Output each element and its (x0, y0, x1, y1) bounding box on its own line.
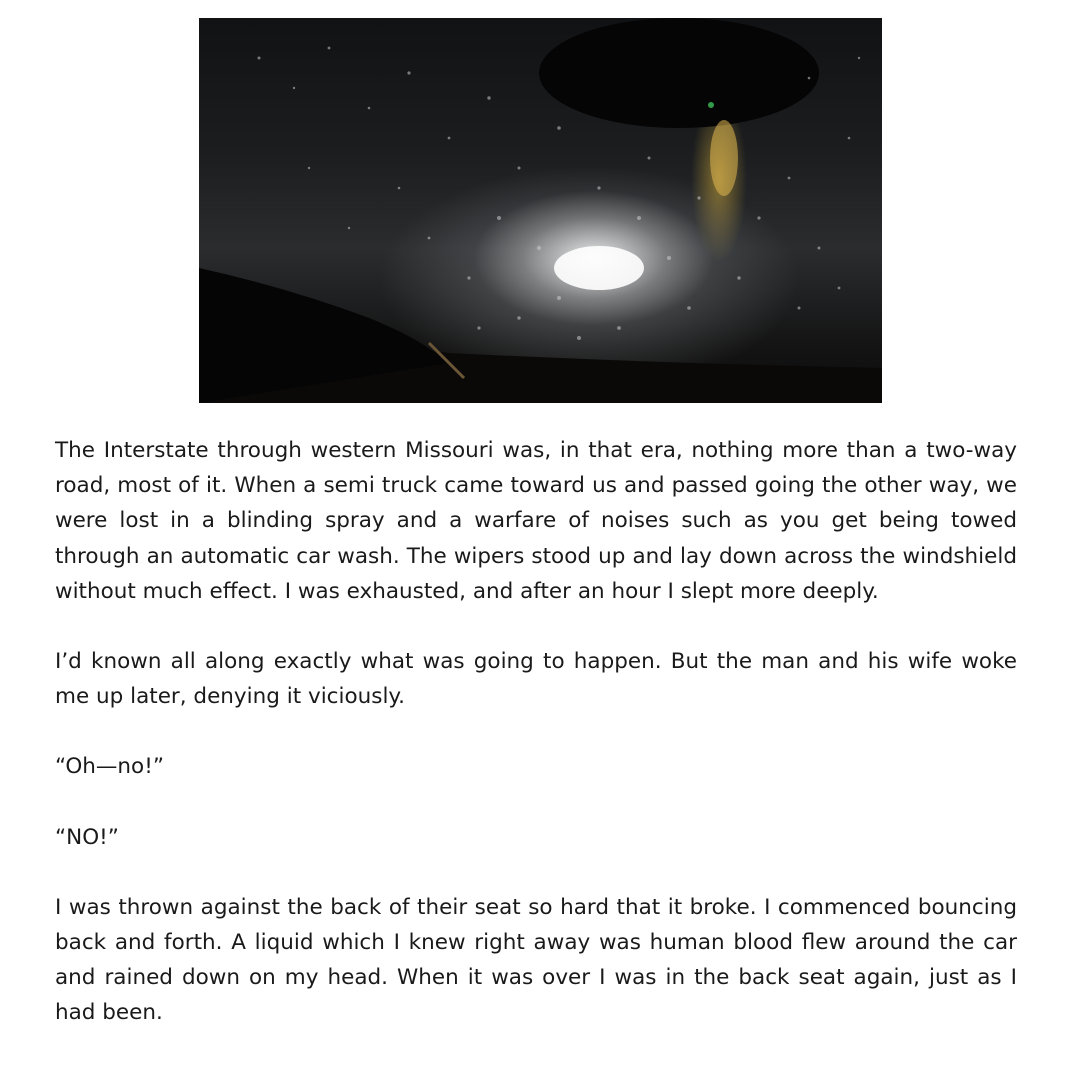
rearview-mirror-shape (539, 18, 819, 128)
green-light-dot (708, 102, 714, 108)
headlight-glow (554, 246, 644, 290)
road-line-glow (710, 120, 738, 196)
paragraph-2: I’d known all along exactly what was going to happen. But the man and his wife woke me up later, denying it viciously. (55, 649, 1017, 710)
paragraph-1: The Interstate through western Missouri was, in that era, nothing more than a two-way road, most of it. When a semi truck came toward us and passed going the other way, we were lost in a blinding spray and a warfare of noises such as you get being towed through an automatic car wash. The wipers stood up and lay down across the windshield without much effect. I was exhausted, and after an hour I slept more deeply. (55, 438, 1017, 604)
windshield-photo (199, 18, 882, 403)
paragraph-3: “Oh—no!” (55, 754, 164, 780)
paragraph-5: I was thrown against the back of their seat so hard that it broke. I commenced bouncing back and forth. A liquid which I knew right away was human blood flew around the car and rained down on my head. When it was over I was in the back seat again, just as I had been. (55, 894, 1017, 1026)
story-text (55, 433, 1017, 1031)
paragraph-4: “NO!” (55, 824, 119, 850)
windshield-photo-art (199, 18, 882, 403)
